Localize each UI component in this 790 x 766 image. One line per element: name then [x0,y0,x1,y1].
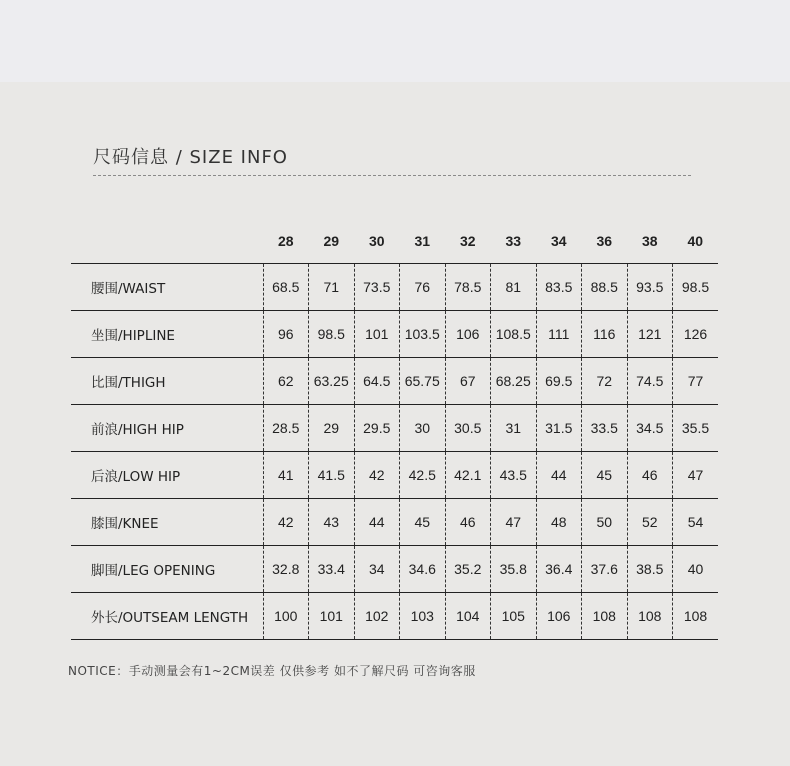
measurement-value: 93.5 [627,264,673,311]
measurement-value: 30 [400,405,446,452]
measurement-value: 29.5 [354,405,400,452]
measurement-value: 106 [536,593,582,640]
measurement-value: 108 [627,593,673,640]
measurement-value: 98.5 [673,264,719,311]
measurement-value: 67 [445,358,491,405]
measurement-value: 35.8 [491,546,537,593]
measurement-value: 42 [354,452,400,499]
measurement-value: 76 [400,264,446,311]
table-row [71,593,718,640]
size-header: 28 [263,218,309,264]
measurement-value: 103 [400,593,446,640]
measurement-value: 63.25 [309,358,355,405]
measurement-value: 101 [309,593,355,640]
measurement-value: 73.5 [354,264,400,311]
measurement-value: 34.6 [400,546,446,593]
measurement-value: 108 [582,593,628,640]
table-row [71,405,718,452]
measurement-value: 32.8 [263,546,309,593]
measurement-value: 31.5 [536,405,582,452]
table-row [71,452,718,499]
measurement-value: 64.5 [354,358,400,405]
title-divider [93,175,691,176]
size-header: 30 [354,218,400,264]
measurement-value: 30.5 [445,405,491,452]
table-row [71,358,718,405]
measurement-value: 69.5 [536,358,582,405]
measurement-value: 103.5 [400,311,446,358]
size-header-row [71,218,718,264]
measurement-value: 108 [673,593,719,640]
measurement-value: 121 [627,311,673,358]
measurement-value: 98.5 [309,311,355,358]
measurement-value: 46 [445,499,491,546]
measurement-value: 126 [673,311,719,358]
size-header: 36 [582,218,628,264]
measurement-value: 106 [445,311,491,358]
measurement-value: 47 [491,499,537,546]
measurement-label: 膝围/KNEE [71,499,263,546]
measurement-label: 比围/THIGH [71,358,263,405]
measurement-value: 44 [536,452,582,499]
measurement-value: 116 [582,311,628,358]
table-row [71,499,718,546]
measurement-value: 28.5 [263,405,309,452]
measurement-value: 33.5 [582,405,628,452]
measurement-value: 34 [354,546,400,593]
measurement-value: 68.5 [263,264,309,311]
measurement-value: 48 [536,499,582,546]
measurement-value: 41.5 [309,452,355,499]
measurement-value: 43.5 [491,452,537,499]
measurement-value: 46 [627,452,673,499]
measurement-value: 72 [582,358,628,405]
measurement-value: 47 [673,452,719,499]
measurement-value: 45 [582,452,628,499]
measurement-value: 40 [673,546,719,593]
measurement-value: 45 [400,499,446,546]
measurement-value: 42.1 [445,452,491,499]
measurement-value: 52 [627,499,673,546]
measurement-value: 33.4 [309,546,355,593]
size-header: 32 [445,218,491,264]
size-header: 38 [627,218,673,264]
measurement-value: 31 [491,405,537,452]
measurement-label: 外长/OUTSEAM LENGTH [71,593,263,640]
measurement-value: 65.75 [400,358,446,405]
measurement-label: 腰围/WAIST [71,264,263,311]
size-header: 34 [536,218,582,264]
table-row [71,546,718,593]
size-table [71,218,718,640]
measurement-label: 前浪/HIGH HIP [71,405,263,452]
measurement-value: 74.5 [627,358,673,405]
measurement-value: 108.5 [491,311,537,358]
measurement-value: 50 [582,499,628,546]
measurement-value: 101 [354,311,400,358]
size-header: 33 [491,218,537,264]
measurement-value: 68.25 [491,358,537,405]
table-row [71,264,718,311]
size-header: 31 [400,218,446,264]
measurement-value: 44 [354,499,400,546]
measurement-value: 88.5 [582,264,628,311]
top-band [0,0,790,82]
measurement-value: 62 [263,358,309,405]
measurement-value: 105 [491,593,537,640]
measurement-value: 35.5 [673,405,719,452]
header-corner [71,218,263,264]
table-row [71,311,718,358]
page-title: 尺码信息 / SIZE INFO [93,147,288,168]
measurement-value: 34.5 [627,405,673,452]
size-header: 40 [673,218,719,264]
measurement-value: 41 [263,452,309,499]
measurement-value: 54 [673,499,719,546]
measurement-value: 96 [263,311,309,358]
measurement-value: 43 [309,499,355,546]
measurement-label: 后浪/LOW HIP [71,452,263,499]
measurement-value: 111 [536,311,582,358]
measurement-value: 77 [673,358,719,405]
measurement-label: 脚围/LEG OPENING [71,546,263,593]
measurement-value: 78.5 [445,264,491,311]
measurement-value: 83.5 [536,264,582,311]
measurement-value: 100 [263,593,309,640]
measurement-value: 42 [263,499,309,546]
measurement-value: 81 [491,264,537,311]
measurement-value: 38.5 [627,546,673,593]
measurement-value: 35.2 [445,546,491,593]
measurement-value: 42.5 [400,452,446,499]
measurement-value: 104 [445,593,491,640]
measurement-value: 37.6 [582,546,628,593]
notice-text: NOTICE：手动测量会有1~2CM误差 仅供参考 如不了解尺码 可咨询客服 [68,664,476,678]
measurement-label: 坐围/HIPLINE [71,311,263,358]
size-header: 29 [309,218,355,264]
measurement-value: 71 [309,264,355,311]
measurement-value: 102 [354,593,400,640]
measurement-value: 36.4 [536,546,582,593]
measurement-value: 29 [309,405,355,452]
